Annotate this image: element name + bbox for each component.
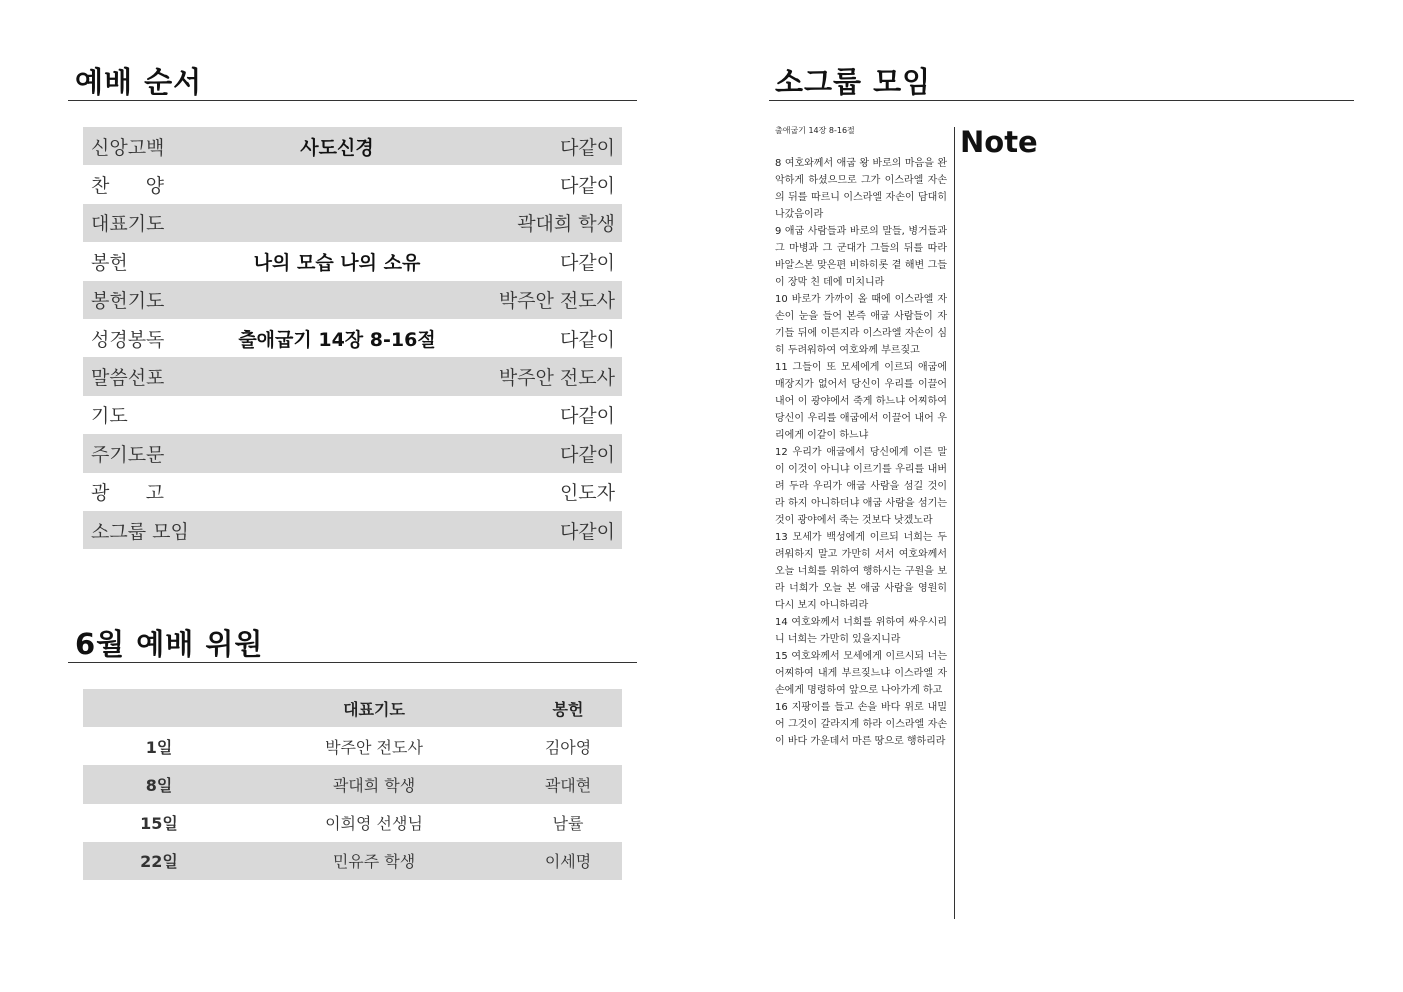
order-row <box>83 242 622 280</box>
order-leader: 다같이 <box>559 520 615 543</box>
order-label: 주기도문 <box>91 443 165 466</box>
note-divider <box>954 127 955 919</box>
committee-date: 1일 <box>145 737 173 757</box>
order-label: 소그룹 모임 <box>91 520 189 543</box>
scripture-reference: 출애굽기 14장 8-16절 <box>775 126 855 135</box>
order-content: 나의 모습 나의 소유 <box>253 251 421 274</box>
scripture-verse: 16 지팡이를 들고 손을 바다 위로 내밀어 그것이 갈라지게 하라 이스라엘 자손이 바다 가운데서 마른 땅으로 행하리라 <box>775 702 947 747</box>
scripture-verse: 10 바로가 가까이 올 때에 이스라엘 자손이 눈을 들어 본즉 애굽 사람들이 자기들 뒤에 이른지라 이스라엘 자손이 심히 두려워하여 여호와께 부르짖고 <box>775 294 947 356</box>
order-label: 대표기도 <box>91 213 165 236</box>
order-row <box>83 204 622 242</box>
order-label: 신앙고백 <box>91 136 165 159</box>
scripture-verse: 13 모세가 백성에게 이르되 너희는 두려워하지 말고 가만히 서서 여호와께서 오늘 너희를 위하여 행하시는 구원을 보라 너희가 오늘 본 애굽 사람을 영원히 다시 보지 아니하리라 <box>775 532 947 611</box>
order-row <box>83 473 622 511</box>
order-leader: 다같이 <box>559 136 615 159</box>
scripture-verse: 9 애굽 사람들과 바로의 말들, 병거들과 그 마병과 그 군대가 그들의 뒤를 따라 바알스본 맞은편 비하히롯 곁 해변 그들이 장막 친 데에 미치니라 <box>775 226 947 288</box>
committee-header-offering: 봉헌 <box>552 699 584 719</box>
order-row <box>83 281 622 319</box>
order-row <box>83 434 622 472</box>
order-leader: 곽대희 학생 <box>517 213 615 236</box>
committee-table <box>83 689 622 880</box>
committee-offering: 김아영 <box>544 737 592 757</box>
committee-prayer: 박주안 전도사 <box>325 737 423 757</box>
order-leader: 다같이 <box>559 443 615 466</box>
order-label: 봉헌 <box>91 251 128 274</box>
order-row <box>83 165 622 203</box>
committee-prayer: 이희영 선생님 <box>325 814 423 834</box>
scripture-verse: 14 여호와께서 너희를 위하여 싸우시리니 너희는 가만히 있을지니라 <box>775 617 947 645</box>
smallgroup-section-rule <box>769 100 1354 101</box>
committee-row <box>83 727 622 765</box>
order-label: 성경봉독 <box>91 328 165 351</box>
order-leader: 다같이 <box>559 175 615 198</box>
order-row <box>83 396 622 434</box>
order-label: 말씀선포 <box>91 367 165 390</box>
committee-prayer: 민유주 학생 <box>332 852 416 872</box>
order-label: 광 고 <box>91 482 164 505</box>
committee-section-rule <box>68 662 637 663</box>
order-leader: 다같이 <box>559 251 615 274</box>
committee-prayer: 곽대희 학생 <box>332 775 416 795</box>
committee-row <box>83 842 622 880</box>
committee-header-row <box>83 689 622 727</box>
committee-date: 8일 <box>145 775 173 795</box>
order-content: 출애굽기 14장 8-16절 <box>238 328 436 351</box>
order-leader: 박주안 전도사 <box>498 367 615 390</box>
committee-date: 15일 <box>140 814 178 834</box>
order-label: 기도 <box>91 405 128 428</box>
order-label: 봉헌기도 <box>91 290 165 313</box>
committee-offering: 곽대현 <box>544 775 592 795</box>
committee-offering: 이세명 <box>544 852 592 872</box>
committee-section-title: 6월 예배 위원 <box>75 627 264 661</box>
order-leader: 인도자 <box>559 482 615 505</box>
order-table <box>83 127 622 549</box>
note-title: Note <box>960 125 1038 159</box>
scripture-verse: 11 그들이 또 모세에게 이르되 애굽에 매장지가 없어서 당신이 우리를 이끌어 내어 이 광야에서 죽게 하느냐 어찌하여 당신이 우리를 애굽에서 이끌어 내어 우리에게 이같이 하느냐 <box>775 362 947 441</box>
committee-row <box>83 765 622 803</box>
order-row <box>83 511 622 549</box>
committee-row <box>83 804 622 842</box>
committee-date: 22일 <box>140 852 178 872</box>
order-section-rule <box>68 100 637 101</box>
order-label: 찬 양 <box>91 175 164 198</box>
order-content: 사도신경 <box>300 136 374 159</box>
smallgroup-section-title: 소그룹 모임 <box>775 65 932 99</box>
order-row <box>83 357 622 395</box>
order-row <box>83 127 622 165</box>
scripture-verse: 12 우리가 애굽에서 당신에게 이른 말이 이것이 아니냐 이르기를 우리를 내버려 두라 우리가 애굽 사람을 섬길 것이라 하지 아니하더냐 애굽 사람을 섬기는 것이 광야에서 죽는 것보다 낫겠노라 <box>775 447 947 526</box>
committee-offering: 남률 <box>552 814 584 834</box>
scripture-passage <box>775 127 947 750</box>
committee-header-prayer: 대표기도 <box>343 699 405 719</box>
scripture-verse: 15 여호와께서 모세에게 이르시되 너는 어찌하여 내게 부르짖느냐 이스라엘 자손에게 명령하여 앞으로 나아가게 하고 <box>775 651 947 696</box>
order-leader: 다같이 <box>559 405 615 428</box>
order-leader: 박주안 전도사 <box>498 290 615 313</box>
order-section-title: 예배 순서 <box>75 65 203 99</box>
order-row <box>83 319 622 357</box>
scripture-verse: 8 여호와께서 애굽 왕 바로의 마음을 완악하게 하셨으므로 그가 이스라엘 자손의 뒤를 따르니 이스라엘 자손이 담대히 나갔음이라 <box>775 158 947 220</box>
order-leader: 다같이 <box>559 328 615 351</box>
scripture-body <box>775 155 947 750</box>
